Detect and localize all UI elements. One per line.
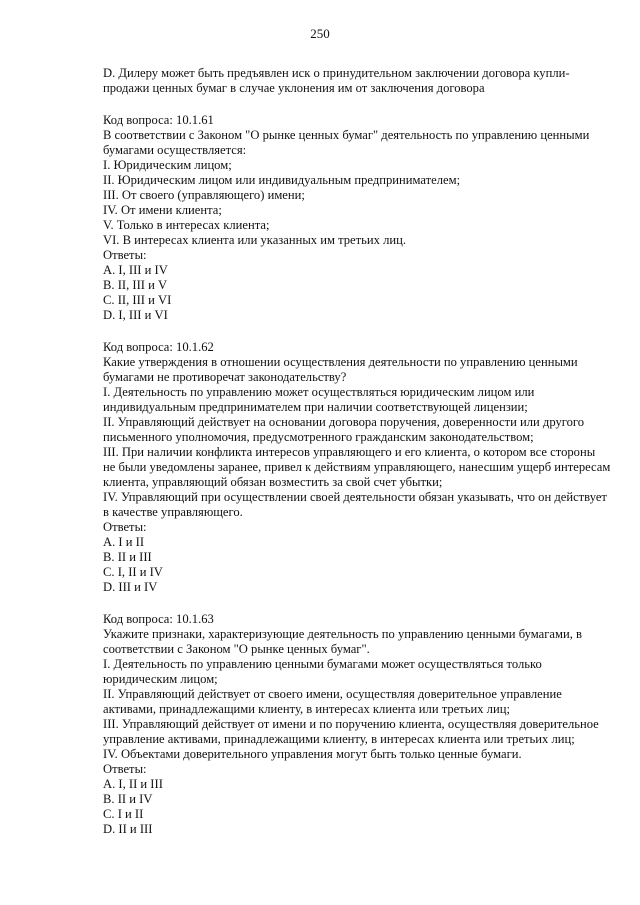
question-code: Код вопроса: 10.1.61 (103, 113, 214, 127)
question-line: в качестве управляющего. (103, 505, 243, 519)
answer-option: A. I, III и IV (103, 263, 168, 277)
question-line: V. Только в интересах клиента; (103, 218, 270, 232)
question-line: письменного уполномочия, предусмотренного гражданским законодательством; (103, 430, 534, 444)
question-line: индивидуальным предпринимателем при наличии соответствующей лицензии; (103, 400, 528, 414)
question-line: III. От своего (управляющего) имени; (103, 188, 305, 202)
answer-option: B. II, III и V (103, 278, 168, 292)
question-line: активами, принадлежащими клиенту, в интересах клиента или третьих лиц; (103, 702, 510, 716)
answers-label: Ответы: (103, 248, 147, 262)
question-line: управление активами, принадлежащими клиенту, в интересах клиента или третьих лиц; (103, 732, 575, 746)
answer-option: C. II, III и VI (103, 293, 172, 307)
answer-option: D. I, III и VI (103, 308, 168, 322)
question-line: I. Деятельность по управлению может осуществляться юридическим лицом или (103, 385, 535, 399)
page-number: 250 (310, 26, 330, 41)
question-block (103, 340, 623, 595)
question-line: III. При наличии конфликта интересов управляющего и его клиента, о котором все стороны (103, 445, 596, 459)
question-line: II. Управляющий действует от своего имени, осуществляя доверительное управление (103, 687, 562, 701)
question-line: клиента, управляющий обязан возместить за свой счет убытки; (103, 475, 443, 489)
question-line: Какие утверждения в отношении осуществления деятельности по управлению ценными (103, 355, 578, 369)
question-code: Код вопроса: 10.1.63 (103, 612, 214, 626)
answer-option: B. II и IV (103, 792, 153, 806)
answer-option: A. I, II и III (103, 777, 163, 791)
question-line: бумагами не противоречат законодательству? (103, 370, 347, 384)
question-line: IV. Управляющий при осуществлении своей деятельности обязан указывать, что он действует (103, 490, 607, 504)
question-line: III. Управляющий действует от имени и по поручению клиента, осуществляя доверительное (103, 717, 599, 731)
question-line: юридическим лицом; (103, 672, 218, 686)
question-line: В соответствии с Законом "О рынке ценных бумаг" деятельность по управлению ценными (103, 128, 590, 142)
question-line: Укажите признаки, характеризующие деятельность по управлению ценными бумагами, в (103, 627, 582, 641)
question-line: I. Деятельность по управлению ценными бумагами может осуществляться только (103, 657, 542, 671)
page-content (103, 66, 623, 837)
answer-option: B. II и III (103, 550, 152, 564)
intro-line: продажи ценных бумаг в случае уклонения им от заключения договора (103, 81, 485, 95)
answer-option: D. II и III (103, 822, 153, 836)
answer-option: C. I, II и IV (103, 565, 163, 579)
answer-option: C. I и II (103, 807, 144, 821)
question-line: II. Юридическим лицом или индивидуальным предпринимателем; (103, 173, 461, 187)
question-block (103, 612, 623, 837)
answer-option: A. I и II (103, 535, 145, 549)
question-line: соответствии с Законом "О рынке ценных бумаг". (103, 642, 370, 656)
answer-option: D. III и IV (103, 580, 158, 594)
question-block (103, 113, 623, 323)
question-line: бумагами осуществляется: (103, 143, 247, 157)
question-line: IV. Объектами доверительного управления могут быть только ценные бумаги. (103, 747, 522, 761)
question-line: I. Юридическим лицом; (103, 158, 232, 172)
question-line: IV. От имени клиента; (103, 203, 222, 217)
question-line: VI. В интересах клиента или указанных им третьих лиц. (103, 233, 406, 247)
question-line: не были уведомлены заранее, привел к действиям управляющего, нанесшим ущерб интересам (103, 460, 611, 474)
answers-label: Ответы: (103, 520, 147, 534)
question-line: II. Управляющий действует на основании договора поручения, доверенности или другого (103, 415, 585, 429)
answers-label: Ответы: (103, 762, 147, 776)
intro-block (103, 66, 623, 96)
intro-line: D. Дилеру может быть предъявлен иск о принудительном заключении договора купли- (103, 66, 570, 80)
question-code: Код вопроса: 10.1.62 (103, 340, 214, 354)
